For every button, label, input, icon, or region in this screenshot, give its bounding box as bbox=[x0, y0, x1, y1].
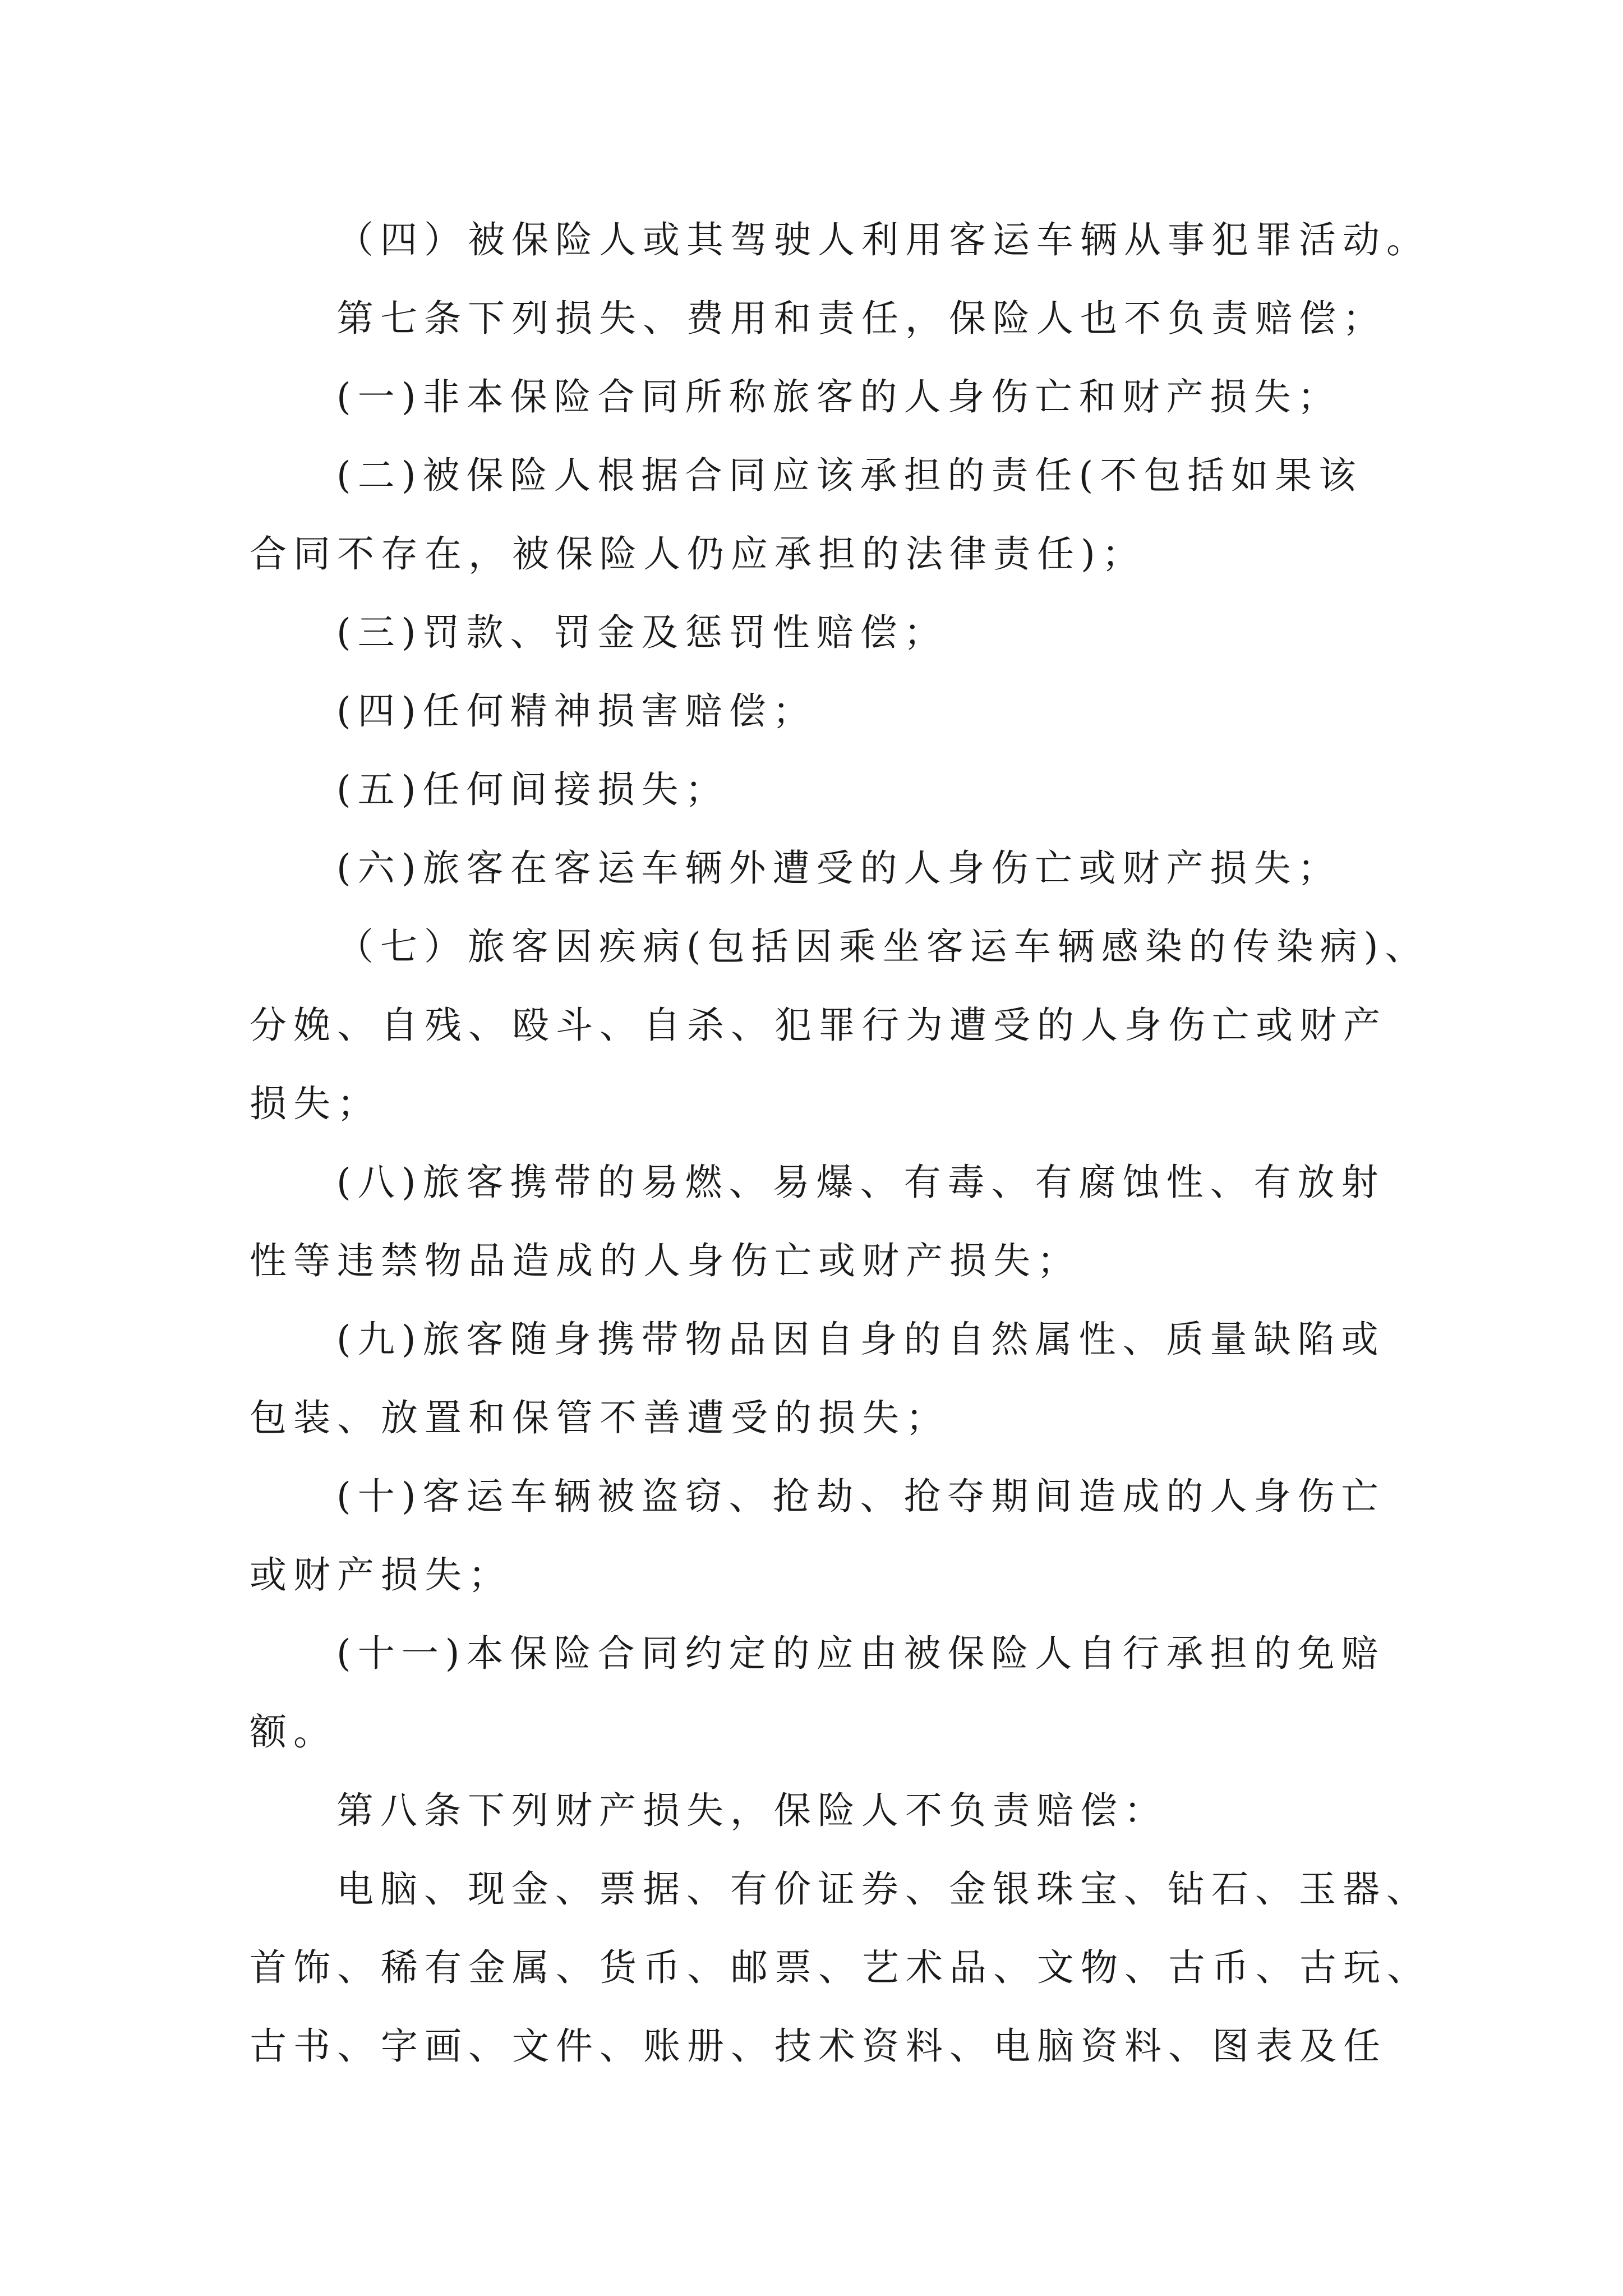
text-line: (九)旅客随身携带物品因自身的自然属性、质量缺陷或 bbox=[336, 1318, 1385, 1361]
text-line: 额。 bbox=[250, 1710, 337, 1754]
text-line: 性等违禁物品造成的人身伤亡或财产损失； bbox=[250, 1239, 1081, 1282]
text-line: (八)旅客携带的易燃、易爆、有毒、有腐蚀性、有放射 bbox=[336, 1161, 1385, 1204]
text-line: (五)任何间接损失； bbox=[336, 768, 729, 811]
text-line: 首饰、稀有金属、货币、邮票、艺术品、文物、古币、古玩、 bbox=[250, 1946, 1431, 1989]
text-line: (十一)本保险合同约定的应由被保险人自行承担的免赔 bbox=[336, 1632, 1385, 1675]
text-line: 第七条下列损失、费用和责任，保险人也不负责赔偿； bbox=[336, 297, 1386, 340]
text-line: (三)罚款、罚金及惩罚性赔偿； bbox=[336, 611, 948, 654]
text-line: (一)非本保险合同所称旅客的人身伤亡和财产损失； bbox=[336, 375, 1341, 418]
text-line: 第八条下列财产损失，保险人不负责赔偿： bbox=[336, 1789, 1168, 1832]
text-line: 或财产损失； bbox=[250, 1553, 512, 1596]
text-line: （七）旅客因疾病(包括因乘坐客运车辆感染的传染病)、 bbox=[336, 925, 1429, 968]
text-line: 包装、放置和保管不善遭受的损失； bbox=[250, 1396, 949, 1439]
text-line: (四)任何精神损害赔偿； bbox=[336, 689, 817, 733]
text-line: 损失； bbox=[250, 1082, 381, 1125]
text-line: (二)被保险人根据合同应该承担的责任(不包括如果该 bbox=[336, 454, 1363, 497]
text-line: (十)客运车辆被盗窃、抢劫、抢夺期间造成的人身伤亡 bbox=[336, 1475, 1385, 1518]
text-line: 分娩、自残、殴斗、自杀、犯罪行为遭受的人身伤亡或财产 bbox=[250, 1004, 1387, 1047]
text-line: 合同不存在，被保险人仍应承担的法律责任)； bbox=[250, 532, 1146, 576]
text-line: (六)旅客在客运车辆外遭受的人身伤亡或财产损失； bbox=[336, 846, 1341, 890]
text-line: 电脑、现金、票据、有价证券、金银珠宝、钻石、玉器、 bbox=[336, 1867, 1430, 1911]
text-line: 古书、字画、文件、账册、技术资料、电脑资料、图表及任 bbox=[250, 2024, 1387, 2068]
text-line: （四）被保险人或其驾驶人利用客运车辆从事犯罪活动。 bbox=[336, 218, 1430, 261]
